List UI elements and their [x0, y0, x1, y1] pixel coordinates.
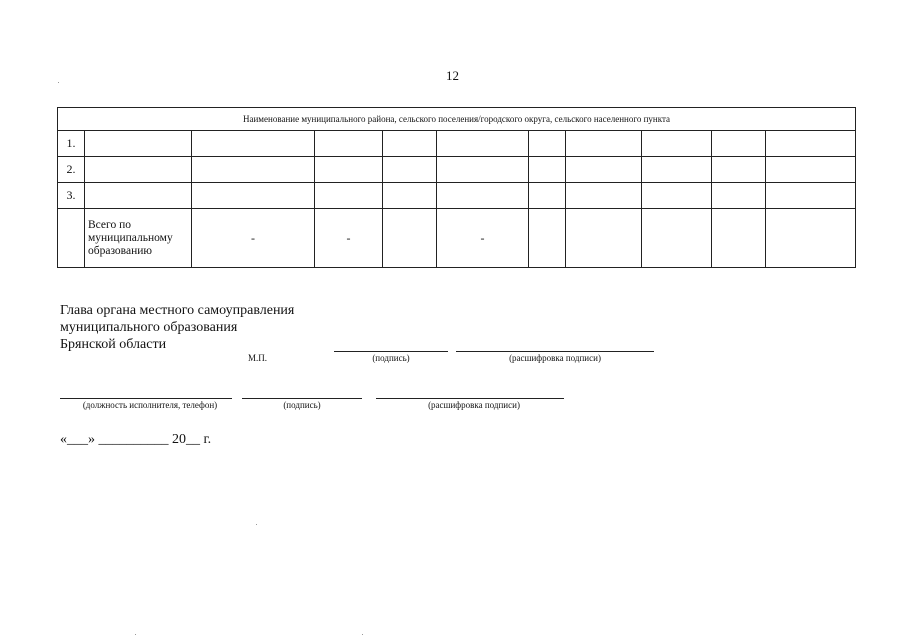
- total-label: Всего по муниципальному образованию: [85, 209, 192, 268]
- table-cell: [85, 157, 192, 183]
- table-cell: [566, 131, 642, 157]
- table-cell: [712, 209, 766, 268]
- table-cell: [383, 183, 437, 209]
- head-signature-caption: (подпись): [372, 353, 410, 363]
- table-header-row: [58, 108, 856, 131]
- table-cell: [529, 209, 566, 268]
- row-number: 2.: [58, 157, 85, 183]
- table-cell: [642, 157, 712, 183]
- table-cell: [766, 131, 856, 157]
- table-cell: [192, 157, 315, 183]
- head-decryption-caption: (расшифровка подписи): [509, 353, 601, 363]
- table-cell: [315, 183, 383, 209]
- table-header-cell: Наименование муниципального района, сельского поселения/городского округа, сельского населенного пункта: [58, 108, 856, 131]
- table-cell: [642, 183, 712, 209]
- scan-speck: [256, 524, 257, 525]
- table-cell: [85, 131, 192, 157]
- table-cell: [712, 131, 766, 157]
- total-dash: -: [315, 209, 383, 268]
- table-cell: [192, 183, 315, 209]
- head-title-line: Глава органа местного самоуправления: [60, 303, 295, 318]
- total-dash: -: [192, 209, 315, 268]
- head-signature-title: [60, 302, 294, 353]
- scan-speck: [362, 634, 363, 635]
- table-cell: [437, 183, 529, 209]
- table-cell: [566, 209, 642, 268]
- executor-signature-line: [242, 398, 362, 399]
- executor-position-caption: (должность исполнителя, телефон): [82, 400, 218, 410]
- executor-decryption-line: [376, 398, 564, 399]
- report-table: [57, 107, 856, 268]
- table-cell: [712, 157, 766, 183]
- table-cell: [58, 209, 85, 268]
- head-title-line: Брянской области: [60, 337, 167, 352]
- table-cell: [529, 157, 566, 183]
- table-row: [58, 157, 856, 183]
- table-cell: [766, 183, 856, 209]
- table-cell: [192, 131, 315, 157]
- head-title-line: муниципального образования: [60, 320, 238, 335]
- table-cell: [566, 157, 642, 183]
- date-line: «___» __________ 20__ г.: [60, 432, 212, 447]
- row-number: 1.: [58, 131, 85, 157]
- table-cell: [712, 183, 766, 209]
- table-cell: [642, 209, 712, 268]
- table-row: [58, 183, 856, 209]
- table-cell: [529, 183, 566, 209]
- table-cell: [529, 131, 566, 157]
- table-cell: [437, 131, 529, 157]
- table-total-row: [58, 209, 856, 268]
- stamp-place-label: М.П.: [248, 353, 268, 363]
- table-cell: [383, 131, 437, 157]
- head-decryption-line: [456, 351, 654, 352]
- executor-position-line: [60, 398, 232, 399]
- table-row: [58, 131, 856, 157]
- table-cell: [383, 157, 437, 183]
- table-cell: [566, 183, 642, 209]
- executor-decryption-caption: (расшифровка подписи): [428, 400, 520, 410]
- table-cell: [315, 131, 383, 157]
- executor-signature-caption: (подпись): [283, 400, 321, 410]
- table-cell: [642, 131, 712, 157]
- table-cell: [315, 157, 383, 183]
- table-cell: [766, 157, 856, 183]
- table-cell: [766, 209, 856, 268]
- page-number: 12: [446, 68, 459, 83]
- row-number: 3.: [58, 183, 85, 209]
- total-dash: -: [437, 209, 529, 268]
- table-cell: [437, 157, 529, 183]
- scan-speck: [58, 82, 59, 83]
- scan-speck: [135, 634, 136, 635]
- table-cell: [85, 183, 192, 209]
- table-cell: [383, 209, 437, 268]
- head-signature-line: [334, 351, 448, 352]
